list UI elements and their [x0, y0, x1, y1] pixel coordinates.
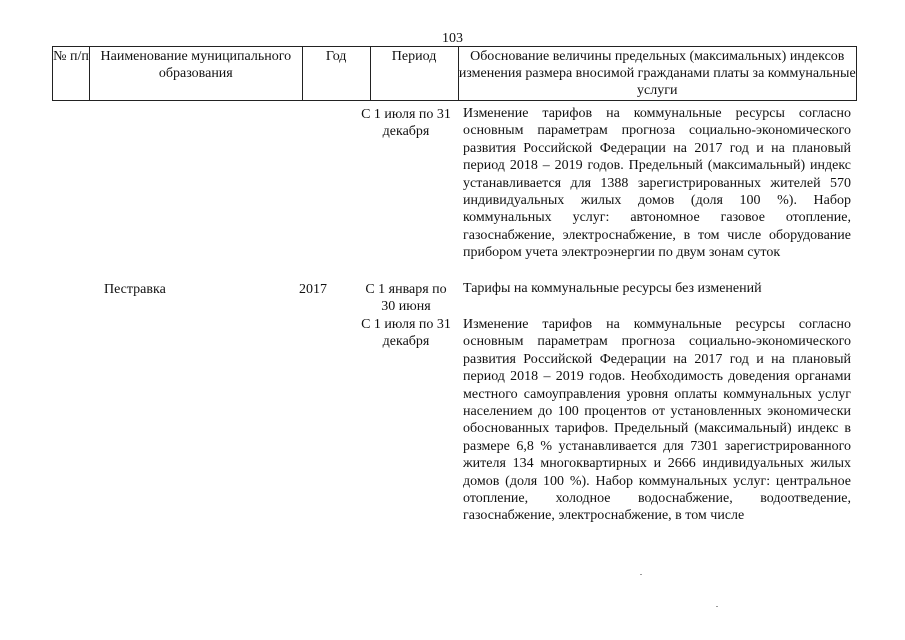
header-municipality: Наименование муниципального образования	[90, 47, 303, 100]
row-justification: Тарифы на коммунальные ресурсы без изменений	[463, 281, 762, 296]
table-header	[52, 46, 857, 101]
header-period: Период	[371, 47, 459, 100]
row-justification: Изменение тарифов на коммунальные ресурсы согласно основным параметрам прогноза социально-экономического развития Российской Федерации на 2017 год и на плановый период 2018 – 2019 годов. Необходимость доведения органами местного самоуправления уровня оплаты коммунальных услуг населением до 100 процентов от установленных экономически обоснованных тарифов. Предельный (максимальный) индекс в размере 6,8 % устанавливается для 7301 зарегистрированного жителя 134 многоквартирных и 2666 индивидуальных жилых домов (доля 100 %). Набор коммунальных услуг: центральное отопление, холодное водоснабжение, водоотведение, газоснабжение, электроснабжение, в том числе	[463, 317, 851, 524]
row-municipality-name: Пестравка	[104, 282, 166, 297]
page-number: 103	[442, 31, 463, 46]
row-year: 2017	[299, 282, 327, 297]
header-number: № п/п	[53, 47, 90, 100]
header-year: Год	[303, 47, 371, 100]
row-period: С 1 июля по 31 декабря	[361, 107, 451, 139]
row-period: С 1 июля по 31 декабря	[361, 317, 451, 349]
scan-speck	[640, 574, 642, 575]
row-justification: Изменение тарифов на коммунальные ресурсы согласно основным параметрам прогноза социально-экономического развития Российской Федерации на 2017 год и на плановый период 2018 – 2019 годов. Предельный (максимальный) индекс устанавливается для 1388 зарегистрированных жителей 570 индивидуальных жилых домов (доля 100 %). Набор коммунальных услуг: автономное газовое отопление, газоснабжение, электроснабжение, в том числе оборудование прибором учета электроэнергии по двум зонам суток	[463, 106, 851, 261]
header-justification: Обоснование величины предельных (максимальных) индексов изменения размера вносимой гражданами платы за коммунальные услуги	[458, 49, 856, 98]
scan-speck	[716, 606, 718, 607]
row-period: С 1 января по 30 июня	[365, 282, 447, 314]
